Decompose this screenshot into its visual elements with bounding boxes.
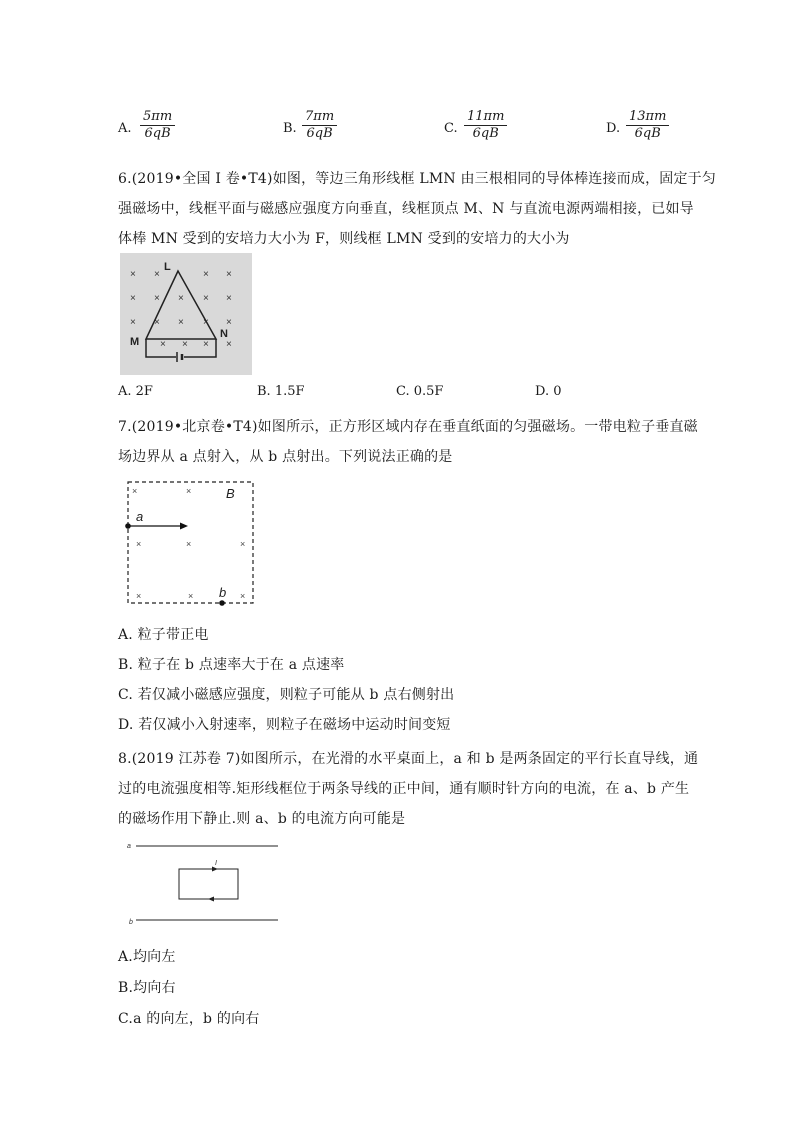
q6-line-3: 体棒 MN 受到的安培力大小为 F，则线框 LMN 受到的安培力的大小为: [118, 231, 570, 247]
q5-option-d-numerator: 13πm: [626, 109, 669, 126]
q5-option-a-denominator: 6qB: [144, 126, 171, 141]
cross-mark: ×: [178, 317, 184, 328]
label-B: B: [226, 486, 235, 501]
cross-mark: ×: [154, 317, 160, 328]
q5-option-a-letter: A.: [118, 121, 132, 136]
q8-line-3: 的磁场作用下静止.则 a、b 的电流方向可能是: [118, 811, 406, 827]
q5-option-c-denominator: 6qB: [472, 126, 499, 141]
cross-mark: ×: [226, 293, 232, 304]
q5-option-d-fraction: [626, 109, 669, 142]
q6-option-a: A. 2F: [118, 384, 153, 399]
current-arrow-bottom: [208, 897, 214, 902]
q7-line-1: 7.(2019•北京卷•T4)如图所示，正方形区域内存在垂直纸面的匀强磁场。一带电粒子垂直磁: [118, 419, 698, 435]
point-b: [219, 600, 225, 606]
triangle-frame: [146, 271, 216, 339]
label-wire-b: b: [129, 919, 133, 926]
label-L: L: [164, 261, 171, 273]
cross-mark: ×: [226, 269, 232, 280]
q5-option-a-fraction: [140, 109, 175, 142]
q8-line-2: 过的电流强度相等.矩形线框位于两条导线的正中间，通有顺时针方向的电流，在 a、b 产生: [118, 781, 690, 797]
cross-mark: ×: [188, 591, 194, 601]
q5-option-c-fraction: [464, 109, 507, 142]
cross-mark: ×: [182, 339, 188, 350]
cross-mark: ×: [130, 317, 136, 328]
q6-figure-svg: [120, 253, 252, 375]
q7-cross-grid: [132, 486, 245, 601]
label-a: a: [136, 509, 144, 524]
wire-right: [184, 339, 216, 357]
label-current-I: I: [215, 860, 217, 867]
q5-option-d-letter: D.: [606, 121, 621, 136]
cross-mark: ×: [226, 339, 232, 350]
q8-option-c: C.a 的向左，b 的向右: [118, 1011, 260, 1027]
q5-option-b-denominator: 6qB: [306, 126, 333, 141]
label-b: b: [219, 585, 227, 600]
q5-option-b-numerator: 7πm: [302, 109, 337, 126]
q7-square-field-figure: [122, 476, 262, 610]
cross-mark: ×: [154, 293, 160, 304]
cross-mark: ×: [240, 591, 246, 601]
q5-option-d-denominator: 6qB: [634, 126, 661, 141]
cross-mark: ×: [178, 293, 184, 304]
q7-option-d: D. 若仅减小入射速率，则粒子在磁场中运动时间变短: [118, 717, 451, 733]
cross-mark: ×: [240, 539, 246, 549]
cross-mark: ×: [203, 293, 209, 304]
q7-option-c: C. 若仅减小磁感应强度，则粒子可能从 b 点右侧射出: [118, 687, 455, 703]
cross-mark: ×: [160, 339, 166, 350]
current-arrow-top: [212, 867, 218, 872]
q5-option-b-letter: B.: [283, 121, 297, 136]
q6-triangle-figure: [120, 253, 252, 375]
q8-line-1: 8.(2019 江苏卷 7)如图所示，在光滑的水平桌面上，a 和 b 是两条固定的平行长直导线，通: [118, 751, 699, 767]
q7-option-a: A. 粒子带正电: [118, 627, 209, 643]
q6-line-1: 6.(2019•全国 I 卷•T4)如图，等边三角形线框 LMN 由三根相同的导体棒连接而成，固定于匀: [118, 171, 717, 187]
q8-wires-figure: [124, 838, 284, 930]
q5-option-b-fraction: [302, 109, 337, 142]
cross-mark: ×: [130, 269, 136, 280]
cross-mark: ×: [154, 269, 160, 280]
q7-line-2: 场边界从 a 点射入，从 b 点射出。下列说法正确的是: [118, 449, 453, 465]
velocity-arrow-head: [180, 523, 188, 530]
q6-option-c: C. 0.5F: [396, 384, 444, 399]
q7-option-b: B. 粒子在 b 点速率大于在 a 点速率: [118, 657, 345, 673]
q6-option-b: B. 1.5F: [257, 384, 305, 399]
q8-option-a: A.均向左: [118, 949, 176, 965]
q5-option-c-numerator: 11πm: [464, 109, 507, 126]
rectangular-loop: [179, 869, 238, 899]
q6-cross-grid: [130, 269, 232, 350]
cross-mark: ×: [186, 539, 192, 549]
q6-line-2: 强磁场中，线框平面与磁感应强度方向垂直，线框顶点 M、N 与直流电源两端相接，已如导: [118, 201, 694, 217]
cross-mark: ×: [130, 293, 136, 304]
cross-mark: ×: [203, 317, 209, 328]
label-M: M: [130, 336, 140, 348]
q5-option-a-numerator: 5πm: [140, 109, 175, 126]
cross-mark: ×: [203, 339, 209, 350]
cross-mark: ×: [136, 539, 142, 549]
q8-option-b: B.均向右: [118, 980, 176, 996]
q6-option-d: D. 0: [535, 384, 562, 399]
cross-mark: ×: [136, 591, 142, 601]
label-N: N: [220, 328, 228, 340]
cross-mark: ×: [203, 269, 209, 280]
cross-mark: ×: [226, 317, 232, 328]
cross-mark: ×: [132, 486, 138, 496]
label-wire-a: a: [127, 843, 131, 850]
cross-mark: ×: [186, 486, 192, 496]
q5-option-c-letter: C.: [444, 121, 458, 136]
